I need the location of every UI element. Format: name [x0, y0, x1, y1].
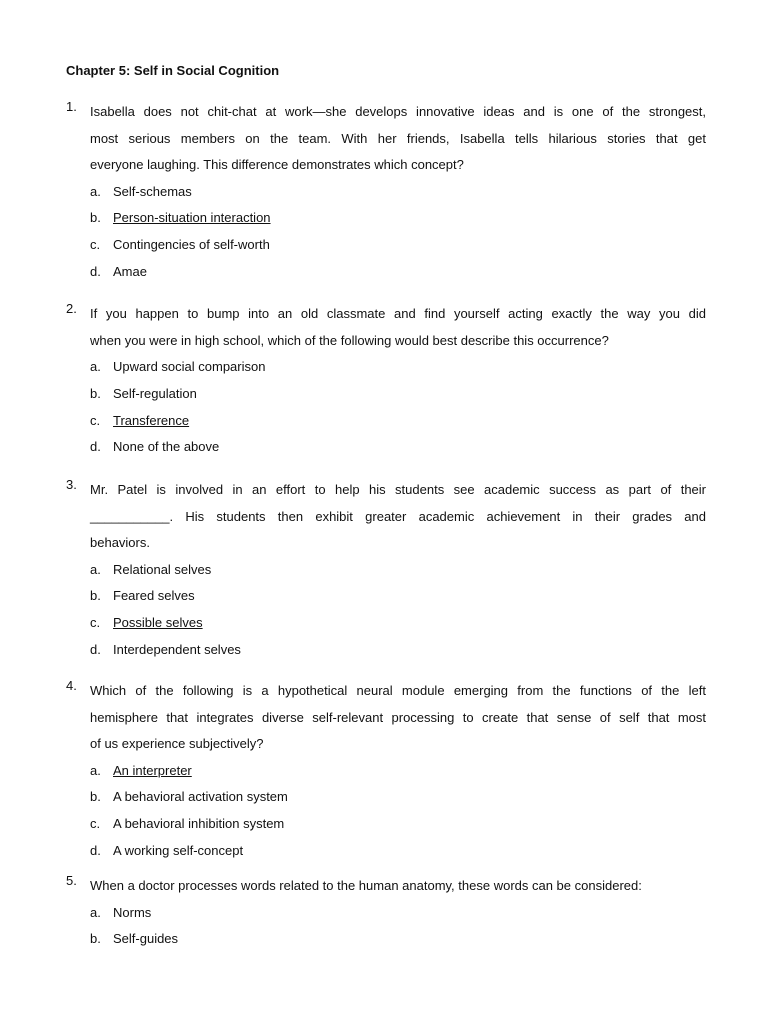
question-text	[90, 301, 706, 354]
question-1	[66, 99, 706, 286]
answer-option	[90, 583, 706, 610]
option-letter: d.	[90, 263, 101, 279]
option-text: None of the above	[113, 439, 220, 455]
answer-option	[90, 610, 706, 637]
option-letter: a.	[90, 183, 101, 199]
question-number: 5.	[66, 873, 77, 888]
question-number: 1.	[66, 99, 77, 114]
correct-answer-text: Transference	[113, 412, 190, 428]
option-text: Self-guides	[113, 931, 179, 947]
option-text: A behavioral inhibition system	[113, 816, 285, 832]
option-text: Feared selves	[113, 588, 195, 604]
answer-option	[90, 811, 706, 838]
question-text-line: When a doctor processes words related to the human anatomy, these words can be considered:	[90, 878, 642, 893]
question-text-line: If you happen to bump into an old classmate and find yourself acting exactly the way you did	[90, 306, 706, 321]
option-letter: b.	[90, 931, 101, 947]
question-text-line: Mr. Patel is involved in an effort to help his students see academic success as part of their	[90, 482, 706, 497]
option-letter: d.	[90, 641, 101, 657]
question-text-line: Which of the following is a hypothetical neural module emerging from the functions of the left	[90, 683, 706, 698]
question-text-line: hemisphere that integrates diverse self-relevant processing to create that sense of self that most	[90, 709, 706, 725]
option-letter: a.	[90, 359, 101, 374]
page-title: Chapter 5: Self in Social Cognition	[66, 63, 280, 78]
answer-option	[90, 838, 706, 865]
answer-option	[90, 232, 706, 259]
answer-option	[90, 926, 706, 953]
answer-options	[90, 900, 706, 954]
answer-options	[90, 758, 706, 865]
answer-option	[90, 381, 706, 408]
question-text	[90, 99, 706, 179]
option-text: Contingencies of self-worth	[113, 237, 270, 253]
question-3	[66, 477, 706, 664]
option-text: Amae	[113, 263, 147, 279]
option-letter: d.	[90, 439, 101, 455]
option-letter: b.	[90, 210, 101, 226]
question-4	[66, 678, 706, 865]
answer-option	[90, 557, 706, 584]
question-number: 4.	[66, 678, 77, 693]
option-text: A working self-concept	[113, 842, 244, 858]
answer-option	[90, 408, 706, 435]
question-text-line: when you were in high school, which of the following would best describe this occurrence?	[90, 332, 609, 348]
option-letter: b.	[90, 789, 101, 805]
option-text: Self-regulation	[113, 385, 197, 401]
option-letter: a.	[90, 561, 101, 577]
question-2	[66, 301, 706, 461]
question-5	[66, 873, 706, 953]
question-text-line: everyone laughing. This difference demonstrates which concept?	[90, 157, 464, 172]
option-letter: d.	[90, 842, 101, 858]
question-text-line: most serious members on the team. With her friends, Isabella tells hilarious stories that get	[90, 130, 706, 146]
answer-option	[90, 354, 706, 381]
option-text: Upward social comparison	[113, 359, 266, 374]
option-text: Relational selves	[113, 561, 212, 577]
option-letter: b.	[90, 588, 101, 604]
answer-option	[90, 758, 706, 785]
question-text-line: Isabella does not chit-chat at work—she develops innovative ideas and is one of the strongest,	[90, 104, 706, 119]
option-letter: c.	[90, 615, 101, 631]
option-letter: b.	[90, 385, 101, 401]
correct-answer-text: Possible selves	[113, 615, 203, 631]
answer-option	[90, 900, 706, 927]
answer-option	[90, 259, 706, 286]
option-letter: c.	[90, 816, 101, 832]
question-number: 2.	[66, 301, 77, 316]
option-text: A behavioral activation system	[113, 789, 288, 805]
question-text-line: of us experience subjectively?	[90, 736, 264, 751]
question-text	[90, 678, 706, 758]
option-text: Self-schemas	[113, 183, 192, 199]
option-letter: c.	[90, 237, 101, 253]
answer-option	[90, 637, 706, 664]
answer-options	[90, 354, 706, 461]
option-text: Norms	[113, 904, 152, 920]
question-text-line: ___________. His students then exhibit greater academic achievement in their grades and	[90, 508, 706, 524]
option-letter: a.	[90, 762, 101, 778]
answer-option	[90, 434, 706, 461]
correct-answer-text: An interpreter	[113, 762, 192, 778]
question-text	[90, 477, 706, 557]
answer-options	[90, 557, 706, 664]
option-text: Interdependent selves	[113, 641, 241, 657]
question-text	[90, 873, 706, 900]
answer-option	[90, 784, 706, 811]
answer-option	[90, 205, 706, 232]
option-letter: c.	[90, 412, 101, 428]
correct-answer-text: Person-situation interaction	[113, 210, 271, 226]
option-letter: a.	[90, 904, 101, 920]
question-number: 3.	[66, 477, 77, 492]
question-text-line: behaviors.	[90, 535, 150, 550]
answer-options	[90, 179, 706, 286]
answer-option	[90, 179, 706, 206]
